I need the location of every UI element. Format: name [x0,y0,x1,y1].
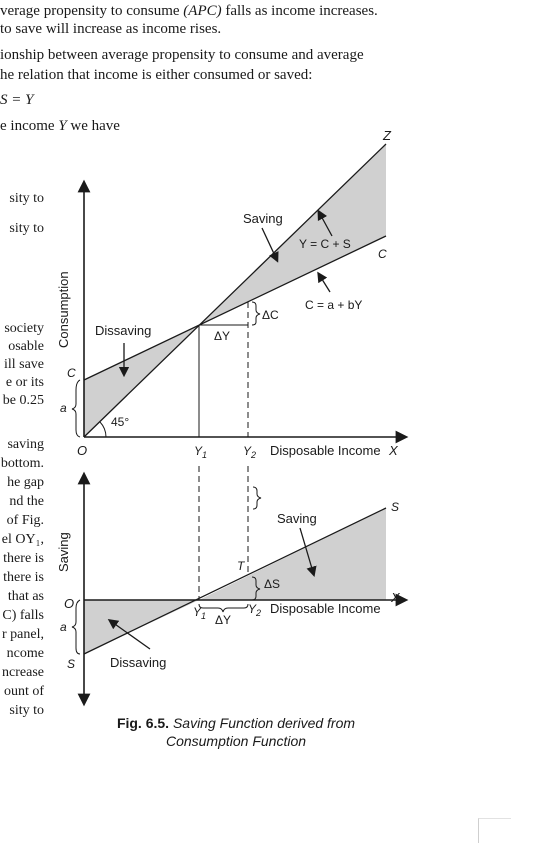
left-fragment: he gap [7,475,44,490]
lower-y1-label: $Y_1$ [193,605,207,621]
left-fragment: there is [3,570,44,585]
c-line-end-label: C [378,247,387,261]
lower-x-axis-label: Disposable Income [270,601,381,616]
lower-y-axis-label: Saving [56,532,71,572]
left-fragment: ncrease [2,665,44,680]
upper-panel [56,128,402,460]
left-fragment: that as [7,589,44,604]
apc-abbreviation: (APC) [183,3,222,19]
lower-dissaving-label: Dissaving [110,655,167,670]
lower-delta-y-label: ΔY [215,613,232,627]
upper-dissaving-label: Dissaving [95,323,152,338]
body-text-line-3: ionship between average propensity to consume and average [0,47,364,63]
delta-s-label: ΔS [264,577,281,591]
saving-line-end-label: S [391,500,400,514]
income-symbol: Y [58,118,67,134]
body-text-segment: e income [0,118,59,134]
body-text-segment: we have [66,118,120,134]
left-fragment: bottom. [0,456,44,471]
lower-intercept-a-label: a [60,620,67,634]
lower-x-symbol: X [391,590,400,605]
left-fragment: there is [3,551,44,566]
caption-text-line-1: Saving Function derived from [169,715,356,731]
lower-origin-label: O [64,596,75,611]
upper-origin-label: O [77,443,88,458]
left-fragment: el OY₁, [1,532,44,547]
body-text-line-2: to save will increase as income rises. [0,21,222,37]
lower-s-label: S [67,657,76,671]
lower-y2-label: $Y_2$ [248,602,262,618]
left-fragment: r panel, [2,627,44,642]
angle-label: 45° [111,415,130,429]
lower-panel [56,478,402,700]
upper-y-axis-label: Consumption [56,271,71,348]
lower-delta-y-brace [199,604,248,612]
left-fragment: society [4,321,44,336]
left-fragment: nd the [9,494,44,509]
left-fragment: sity to [9,703,44,718]
z-label: Z [383,128,391,143]
figure-number: Fig. 6.5. [116,715,170,731]
income-line-45 [84,144,386,437]
connector-brace [253,487,261,509]
upper-saving-label: Saving [243,211,283,226]
consumption-equation-label: C = a + bY [305,298,363,312]
income-equation-label: Y = C + S [299,237,351,251]
lower-saving-label: Saving [277,511,317,526]
consumption-eq-arrow [320,276,330,292]
caption-text-line-2: Consumption Function [165,733,307,749]
left-fragment: C) falls [2,608,44,623]
left-fragment: osable [8,339,44,354]
equation: S = Y [0,92,34,108]
left-fragment: be 0.25 [2,393,44,408]
upper-y2-label: $Y_2$ [243,444,257,460]
delta-c-label: ΔC [262,308,279,322]
page-corner-mark [478,818,511,843]
left-fragment: of Fig. [6,513,44,528]
left-fragment: e or its [5,375,44,390]
delta-c-brace [252,302,260,325]
body-text-line-4: he relation that income is either consumed or saved: [0,67,313,83]
saving-arrow [262,228,276,258]
upper-y1-label: $Y_1$ [194,444,208,460]
intercept-brace [72,380,80,437]
left-fragment: sity to [9,191,44,206]
left-fragment: ill save [3,357,44,372]
angle-arc [100,422,106,437]
upper-delta-y-label: ΔY [214,329,231,343]
body-text-segment: verage propensity to consume [0,3,184,19]
t-label: T [237,559,245,573]
left-fragment: sity to [9,221,44,236]
figure-caption [106,714,366,750]
left-fragment: ncome [6,646,44,661]
left-fragment: saving [7,437,44,452]
left-fragment: ount of [3,684,44,699]
upper-x-axis-label: Disposable Income [270,443,381,458]
upper-intercept-a-label: a [60,401,67,415]
body-text-segment: falls as income increases. [221,3,378,19]
upper-intercept-c-label: C [67,366,76,380]
upper-x-symbol: X [389,443,398,458]
